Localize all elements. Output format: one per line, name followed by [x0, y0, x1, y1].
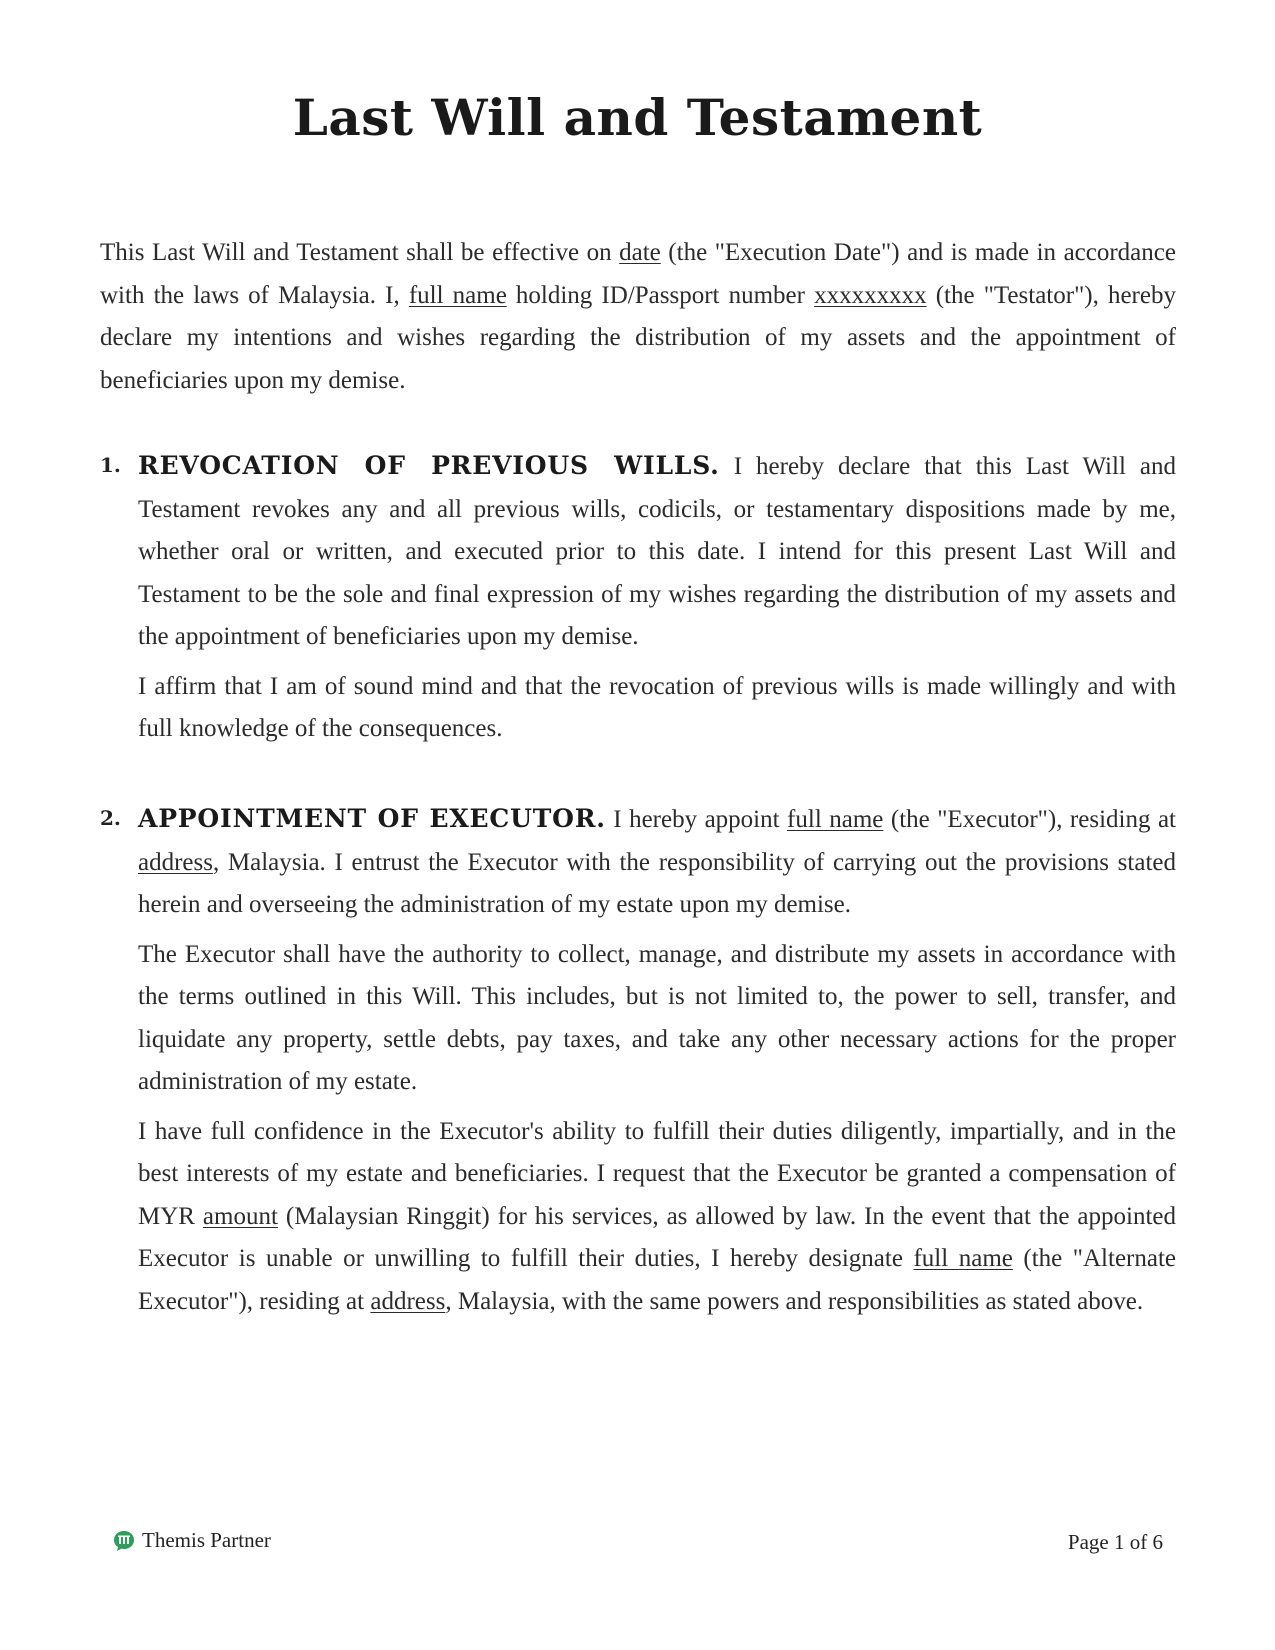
section-text: , Malaysia. I entrust the Executor with the responsibility of carrying out the provisions stated herein and overseeing the administration of my estate upon my demise.: [138, 848, 1176, 918]
section-paragraph: [138, 798, 1176, 927]
document-title: Last Will and Testament: [292, 88, 983, 147]
themis-partner-logo-icon: [112, 1529, 136, 1553]
section-heading: REVOCATION OF PREVIOUS WILLS.: [138, 451, 720, 480]
brand: [112, 1528, 271, 1553]
section-text: , Malaysia, with the same powers and responsibilities as stated above.: [445, 1287, 1144, 1315]
section-paragraph: [138, 445, 1176, 659]
executor-address-placeholder: address: [138, 848, 213, 876]
section-revocation: [100, 445, 1176, 751]
intro-text: (the "Execution Date") and is made in accordance with the laws of Malaysia. I,: [100, 239, 1176, 309]
section-text: (the "Alternate Executor"), residing at: [138, 1245, 1177, 1315]
section-text: I have full confidence in the Executor's ability to fulfill their duties diligently, impartially, and in the best interests of my estate and beneficiaries. I request that the Executor be granted a compensation of MYR: [138, 1117, 1176, 1230]
section-executor: [100, 798, 1176, 1323]
intro-paragraph: [100, 232, 1176, 402]
intro-text: holding ID/Passport number: [506, 281, 815, 309]
page-number: Page 1 of 6: [1067, 1530, 1163, 1554]
section-text: I hereby declare that this Last Will and Testament revokes any and all previous wills, codicils, or testamentary dispositions made by me, whether oral or written, and executed prior to this date. I intend for this present Last Will and Testament to be the sole and final expression of my wishes regarding the distribution of my assets and the appointment of beneficiaries upon my demise.: [138, 453, 1176, 650]
intro-text: This Last Will and Testament shall be effective on: [100, 239, 620, 266]
section-number: 2.: [100, 806, 121, 830]
section-paragraph: [138, 1111, 1176, 1324]
date-placeholder: date: [619, 239, 661, 266]
executor-name-placeholder: full name: [787, 806, 884, 833]
brand-name: Themis Partner: [142, 1528, 271, 1552]
section-paragraph: The Executor shall have the authority to collect, manage, and distribute my assets in accordance with the terms outlined in this Will. This includes, but is not limited to, the power to sell, transfer, and liquidate any property, settle debts, pay taxes, and take any other necessary actions for the proper administration of my estate.: [138, 940, 1176, 1095]
section-text: I hereby appoint: [605, 806, 788, 833]
id-number-placeholder: xxxxxxxxx: [814, 281, 927, 309]
section-text: (Malaysian Ringgit) for his services, as allowed by law. In the event that the appointed Executor is unable or unwilling to fulfill their duties, I hereby designate: [138, 1202, 1176, 1272]
section-number: 1.: [100, 453, 121, 477]
intro-text: (the "Testator"), hereby declare my intentions and wishes regarding the distribution of my assets and the appointment of beneficiaries upon my demise.: [100, 281, 1176, 394]
page-footer: [0, 1528, 1275, 1558]
section-text: (the "Executor"), residing at: [883, 806, 1176, 833]
testator-name-placeholder: full name: [408, 281, 507, 309]
amount-placeholder: amount: [202, 1202, 278, 1230]
section-paragraph: I affirm that I am of sound mind and that the revocation of previous wills is made willingly and with full knowledge of the consequences.: [138, 672, 1176, 742]
section-heading: APPOINTMENT OF EXECUTOR.: [138, 804, 606, 833]
alternate-executor-address-placeholder: address: [370, 1287, 446, 1315]
alternate-executor-name-placeholder: full name: [913, 1245, 1013, 1272]
